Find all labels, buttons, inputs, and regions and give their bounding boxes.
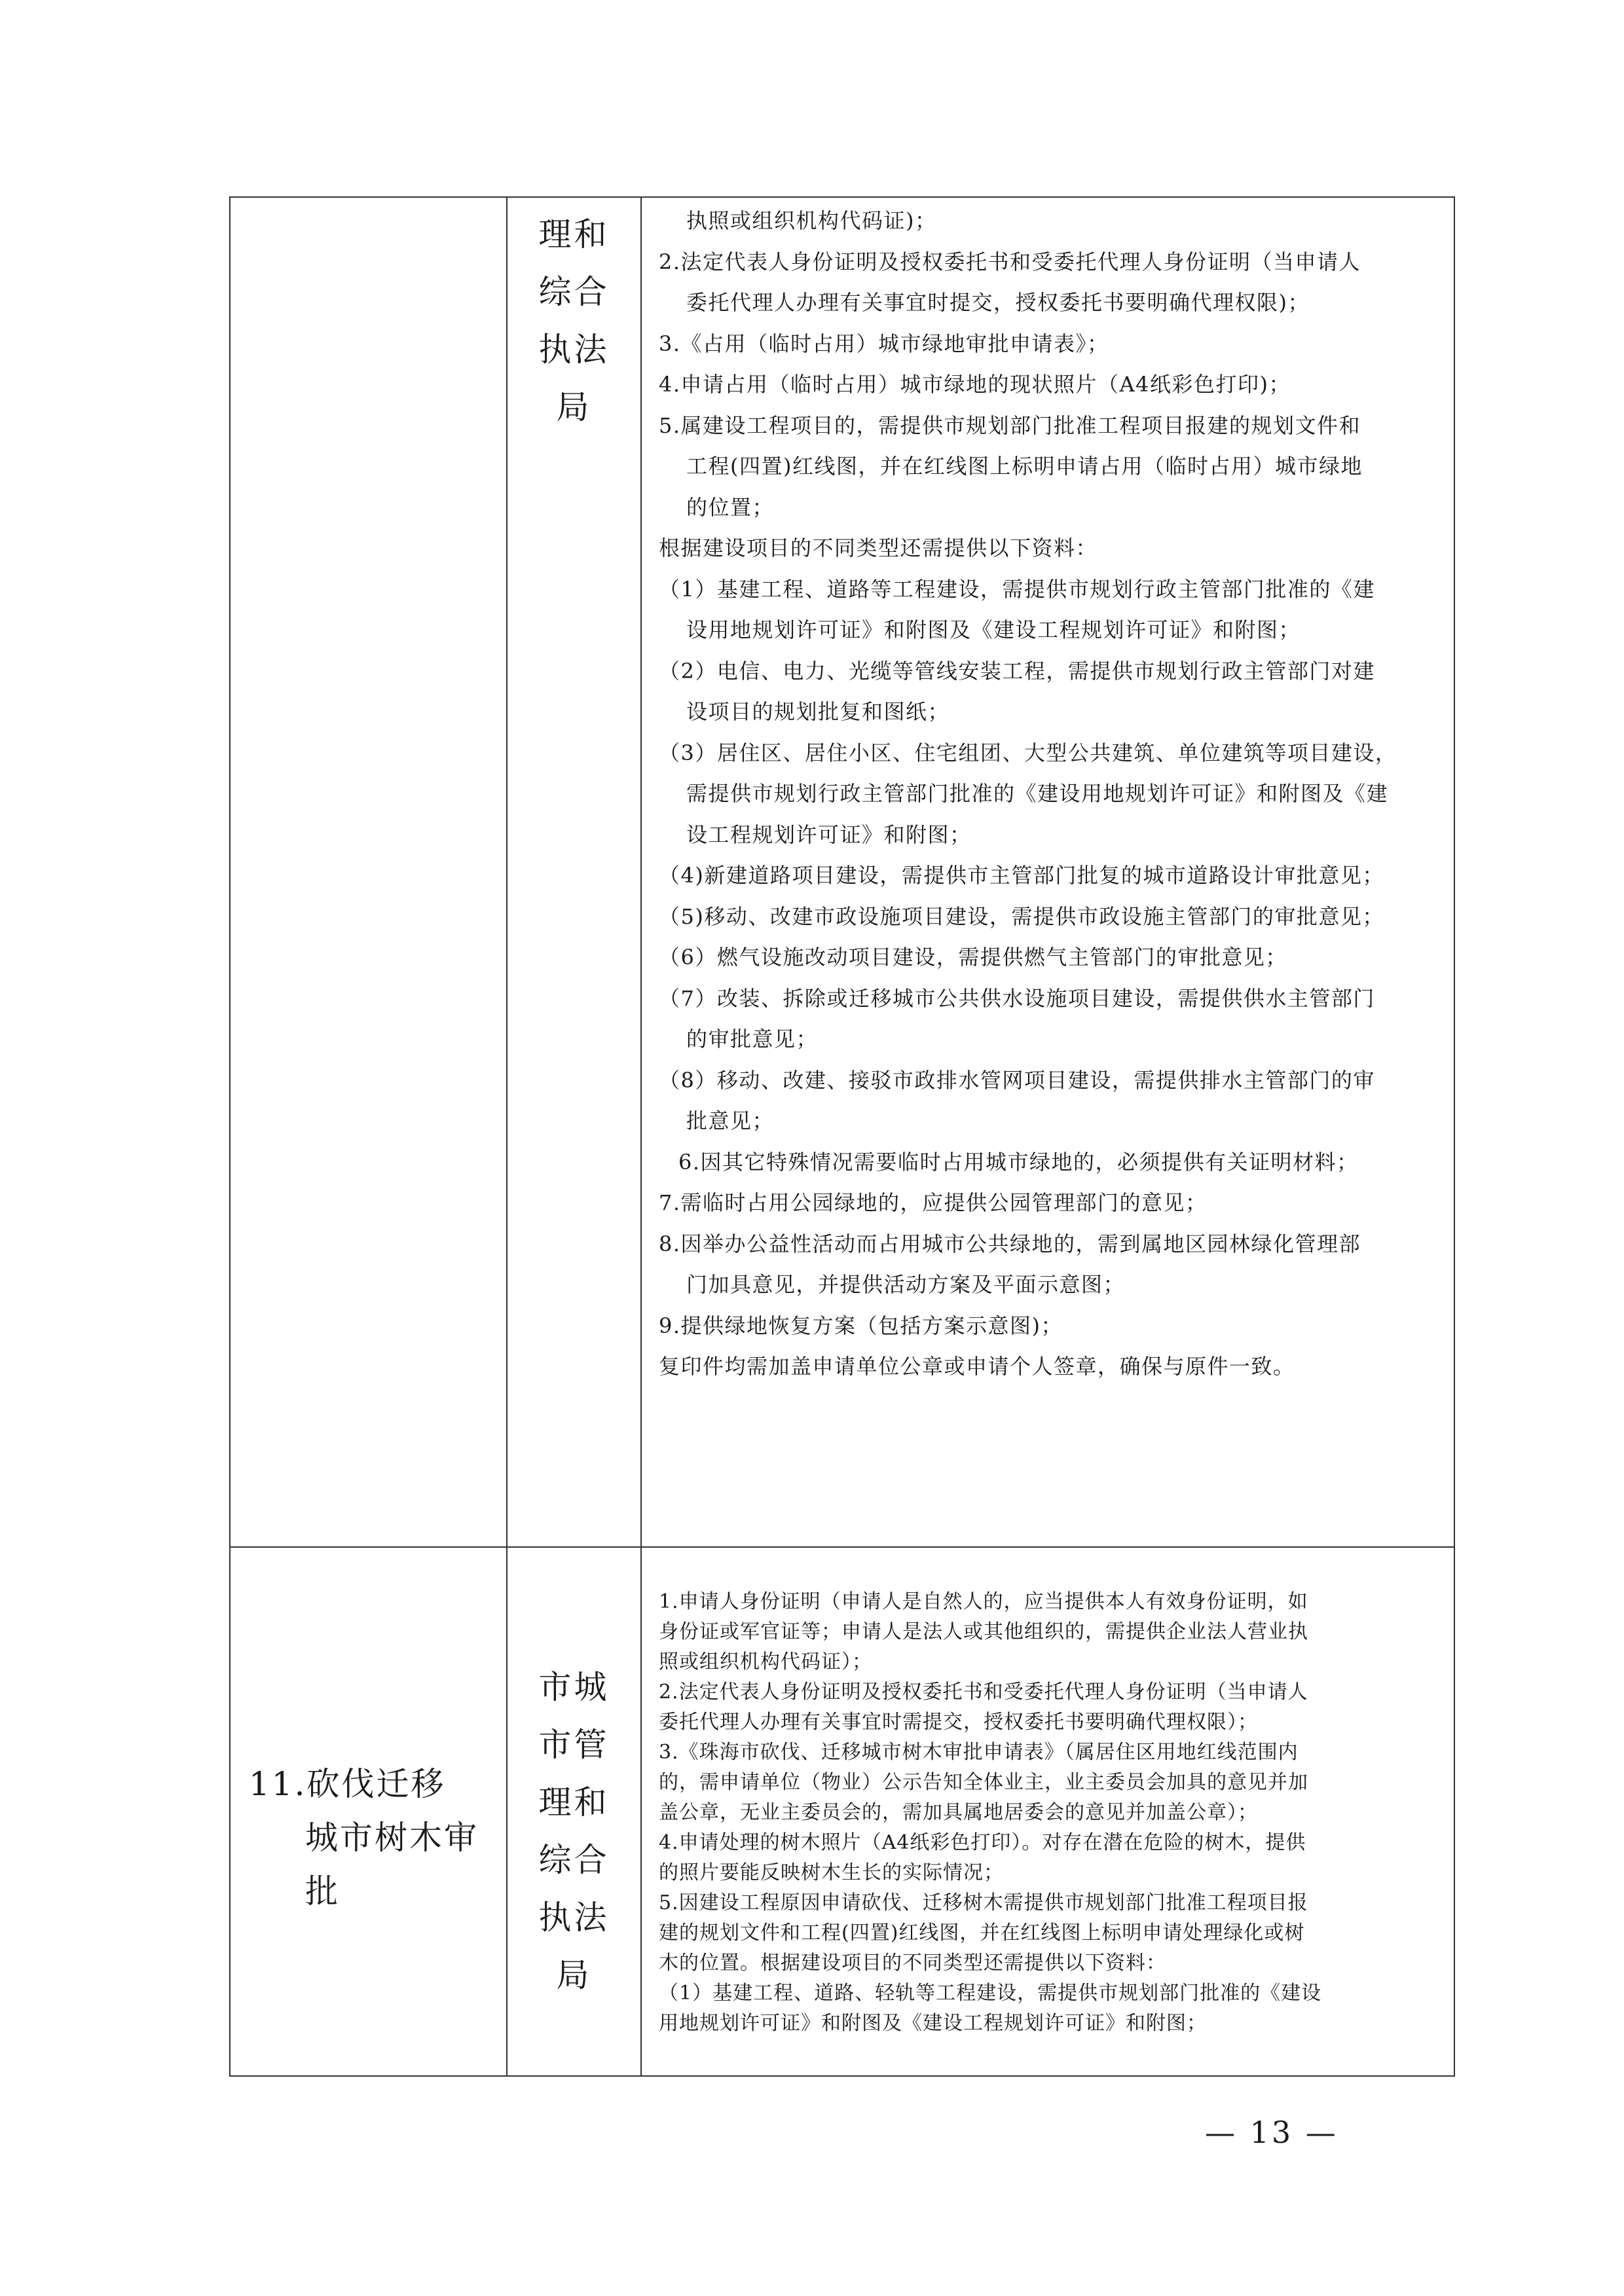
department-cell — [507, 1547, 641, 2076]
item-name-line: 城市树木审 — [305, 1819, 479, 1857]
requirement-line: （1）基建工程、道路等工程建设，需提供市规划行政主管部门批准的《建 — [659, 576, 1375, 602]
requirement-line: （2）电信、电力、光缆等管线安装工程，需提供市规划行政主管部门对建 — [659, 658, 1375, 683]
requirement-line: 设用地规划许可证》和附图及《建设工程规划许可证》和附图； — [686, 617, 1301, 642]
requirement-line: 盖公章，无业主委员会的，需加具属地居委会的意见并加盖公章）； — [659, 1801, 1258, 1824]
requirement-line: 批意见； — [686, 1108, 775, 1133]
requirement-line: 委托代理人办理有关事宜时需提交，授权委托书要明确代理权限）； — [659, 1711, 1258, 1734]
requirement-line: 2.法定代表人身份证明及授权委托书和受委托代理人身份证明（当申请人 — [659, 249, 1361, 274]
item-name-cell — [230, 197, 507, 1547]
requirement-line: 的，需申请单位（物业）公示告知全体业主，业主委员会加具的意见并加 — [659, 1771, 1308, 1794]
department-line: 局 — [556, 1956, 592, 1994]
requirements-cell — [641, 197, 1454, 1547]
department-line: 综合 — [538, 273, 610, 311]
department-line: 综合 — [538, 1841, 610, 1879]
requirement-line: 4.申请处理的树木照片（A4纸彩色打印）。对存在潜在危险的树木，提供 — [659, 1831, 1306, 1854]
requirement-line: 用地规划许可证》和附图及《建设工程规划许可证》和附图； — [659, 2012, 1207, 2035]
department-line: 执法 — [538, 1899, 610, 1937]
requirement-line: 2.法定代表人身份证明及授权委托书和受委托代理人身份证明（当申请人 — [659, 1681, 1308, 1704]
department-cell — [507, 197, 641, 1547]
requirement-line: 1.申请人身份证明（申请人是自然人的，应当提供本人有效身份证明，如 — [659, 1590, 1308, 1613]
requirement-line: 5.属建设工程项目的，需提供市规划部门批准工程项目报建的规划文件和 — [659, 412, 1361, 438]
requirement-line: 的审批意见； — [686, 1027, 819, 1051]
requirement-line: （8）移动、改建、接驳市政排水管网项目建设，需提供排水主管部门的审 — [659, 1067, 1375, 1093]
item-name-cell — [230, 1547, 507, 2076]
requirements-cell — [641, 1547, 1454, 2076]
requirement-line: 设项目的规划批复和图纸； — [686, 699, 950, 724]
requirement-line: （6）燃气设施改动项目建设，需提供燃气主管部门的审批意见； — [659, 945, 1287, 970]
requirement-line: 3.《珠海市砍伐、迁移城市树木审批申请表》（属居住区用地红线范围内 — [659, 1741, 1299, 1764]
requirement-line: 4.申请占用（临时占用）城市绿地的现状照片（A4纸彩色打印)； — [659, 372, 1291, 397]
requirement-line: 执照或组织机构代码证)； — [686, 208, 937, 233]
table-row — [230, 197, 1454, 1547]
department-line: 局 — [556, 388, 592, 426]
department-line: 理和 — [538, 215, 610, 253]
item-name-line: 批 — [305, 1872, 340, 1910]
requirements-table — [229, 196, 1455, 2077]
department-line: 执法 — [538, 331, 610, 369]
requirement-line: 工程(四置)红线图，并在红线图上标明申请占用（临时占用）城市绿地 — [686, 454, 1363, 479]
requirement-line: 照或组织机构代码证）； — [659, 1650, 872, 1673]
requirement-line: 复印件均需加盖申请单位公章或申请个人签章，确保与原件一致。 — [659, 1354, 1295, 1379]
requirement-line: （5)移动、改建市政设施项目建设，需提供市政设施主管部门的审批意见； — [659, 903, 1384, 929]
table-row — [230, 1547, 1454, 2076]
requirement-line: 6.因其它特殊情况需要临时占用城市绿地的，必须提供有关证明材料； — [678, 1149, 1359, 1175]
requirement-line: 8.因举办公益性活动而占用城市公共绿地的，需到属地区园林绿化管理部 — [659, 1231, 1361, 1256]
requirement-line: 5.因建设工程原因申请砍伐、迁移树木需提供市规划部门批准工程项目报 — [659, 1891, 1308, 1914]
requirement-line: 设工程规划许可证》和附图； — [686, 822, 972, 847]
requirement-line: （7）改装、拆除或迁移城市公共供水设施项目建设，需提供供水主管部门 — [659, 985, 1375, 1011]
requirement-line: 9.提供绿地恢复方案（包括方案示意图)； — [659, 1313, 1063, 1338]
requirement-line: 根据建设项目的不同类型还需提供以下资料： — [659, 536, 1098, 560]
requirement-line: （4)新建道路项目建设，需提供市主管部门批复的城市道路设计审批意见； — [659, 863, 1384, 888]
department-line: 市城 — [538, 1668, 610, 1706]
requirement-line: （1）基建工程、道路、轻轨等工程建设，需提供市规划部门批准的《建设 — [659, 1982, 1322, 2005]
requirement-line: 需提供市规划行政主管部门批准的《建设用地规划许可证》和附图及《建 — [686, 781, 1389, 806]
requirement-line: 7.需临时占用公园绿地的，应提供公园管理部门的意见； — [659, 1190, 1208, 1215]
requirement-line: 的照片要能反映树木生长的实际情况； — [659, 1861, 1004, 1884]
requirement-line: 木的位置。根据建设项目的不同类型还需提供以下资料： — [659, 1952, 1166, 1975]
item-name-line: 11.砍伐迁移 — [249, 1765, 446, 1803]
requirement-line: 建的规划文件和工程(四置)红线图，并在红线图上标明申请处理绿化或树 — [659, 1922, 1305, 1944]
requirement-line: 3.《占用（临时占用）城市绿地审批申请表》； — [659, 331, 1109, 356]
requirement-line: （3）居住区、居住小区、住宅组团、大型公共建筑、单位建筑等项目建设， — [659, 740, 1397, 765]
requirement-line: 的位置； — [686, 494, 775, 520]
department-line: 市管 — [538, 1726, 610, 1764]
requirement-line: 委托代理人办理有关事宜时提交，授权委托书要明确代理权限)； — [686, 290, 1310, 315]
requirement-line: 门加具意见，并提供活动方案及平面示意图； — [686, 1272, 1126, 1297]
department-line: 理和 — [538, 1783, 610, 1821]
page-number: — 13 — — [1205, 2115, 1338, 2150]
requirement-line: 身份证或军官证等；申请人是法人或其他组织的，需提供企业法人营业执 — [659, 1620, 1308, 1643]
